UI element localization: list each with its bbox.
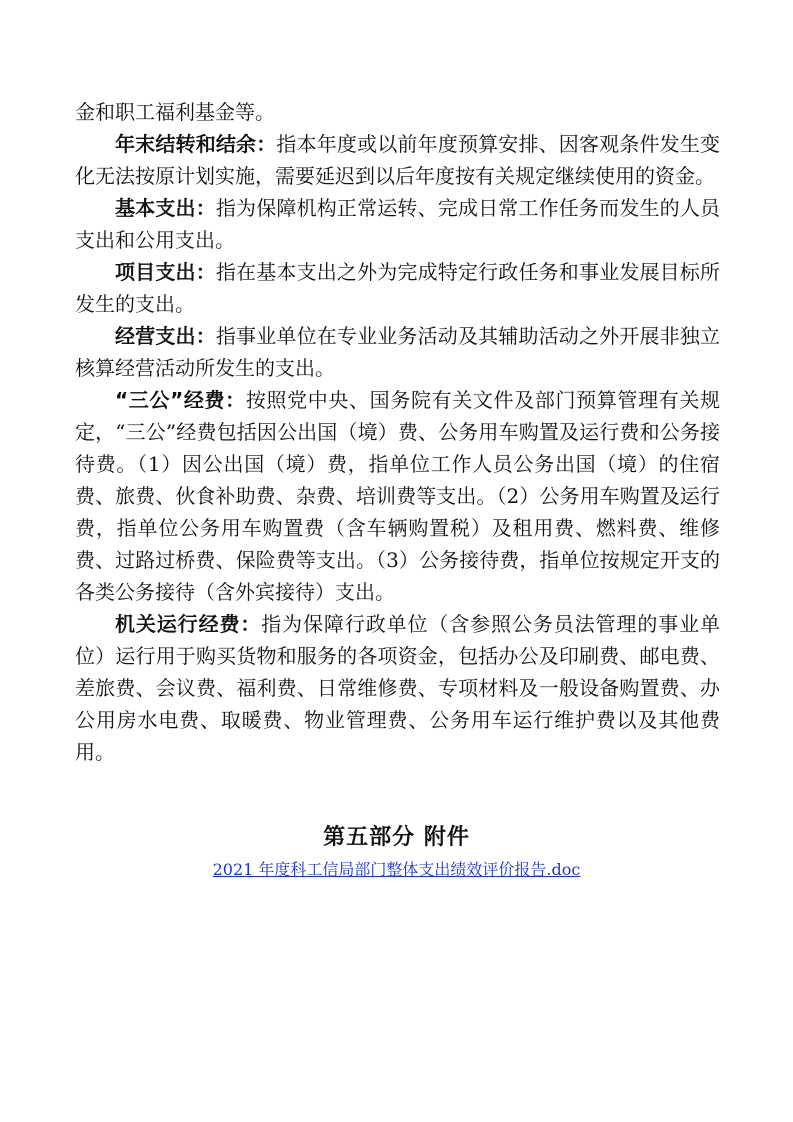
definition-paragraph-project-expenditure: [75, 256, 720, 320]
definition-text: 指为保障行政单位（含参照公务员法管理的事业单位）运行用于购买货物和服务的各项资金，包括办公及印刷费、邮电费、差旅费、会议费、福利费、日常维修费、专项材料及一般设备购置费、办公用房水电费、取暖费、物业管理费、公务用车运行维护费以及其他费用。: [75, 612, 720, 764]
definition-term: “三公”经费：: [115, 388, 246, 412]
definition-text: 按照党中央、国务院有关文件及部门预算管理有关规定，“三公”经费包括因公出国（境）费、公务用车购置及运行费和公务接待费。（1）因公出国（境）费，指单位工作人员公务出国（境）的住宿费、旅费、伙食补助费、杂费、培训费等支出。（2）公务用车购置及运行费，指单位公务用车购置费（含车辆购置税）及租用费、燃料费、维修费、过路过桥费、保险费等支出。（3）公务接待费，指单位按规定开支的各类公务接待（含外宾接待）支出。: [75, 388, 721, 604]
definition-term: 经营支出：: [115, 324, 216, 348]
definition-text: 指为保障机构正常运转、完成日常工作任务而发生的人员支出和公用支出。: [75, 196, 721, 252]
glossary-body: [75, 96, 720, 768]
definition-term: 基本支出：: [115, 196, 216, 220]
attachment-link[interactable]: 2021 年度科工信局部门整体支出绩效评价报告.doc: [212, 860, 581, 879]
definition-term: 项目支出：: [115, 260, 216, 284]
definition-paragraph-basic-expenditure: [75, 192, 720, 256]
definition-text: 指本年度或以前年度预算安排、因客观条件发生变化无法按原计划实施，需要延迟到以后年度按有关规定继续使用的资金。: [75, 132, 721, 188]
definition-paragraph-three-public-expenses: [75, 384, 720, 608]
definition-term: 年末结转和结余：: [115, 132, 277, 156]
continuation-text: 金和职工福利基金等。: [75, 100, 275, 124]
attachment-link-row: [0, 858, 793, 882]
definition-paragraph-agency-operating-funds: [75, 608, 720, 768]
definition-term: 机关运行经费：: [115, 612, 262, 636]
definition-paragraph-operating-expenditure: [75, 320, 720, 384]
section-title: 第五部分 附件: [323, 825, 470, 850]
definition-text: 指在基本支出之外为完成特定行政任务和事业发展目标所发生的支出。: [75, 260, 721, 316]
continuation-paragraph: [75, 96, 720, 128]
definition-text: 指事业单位在专业业务活动及其辅助活动之外开展非独立核算经营活动所发生的支出。: [75, 324, 721, 380]
definition-paragraph-year-end-balance: [75, 128, 720, 192]
